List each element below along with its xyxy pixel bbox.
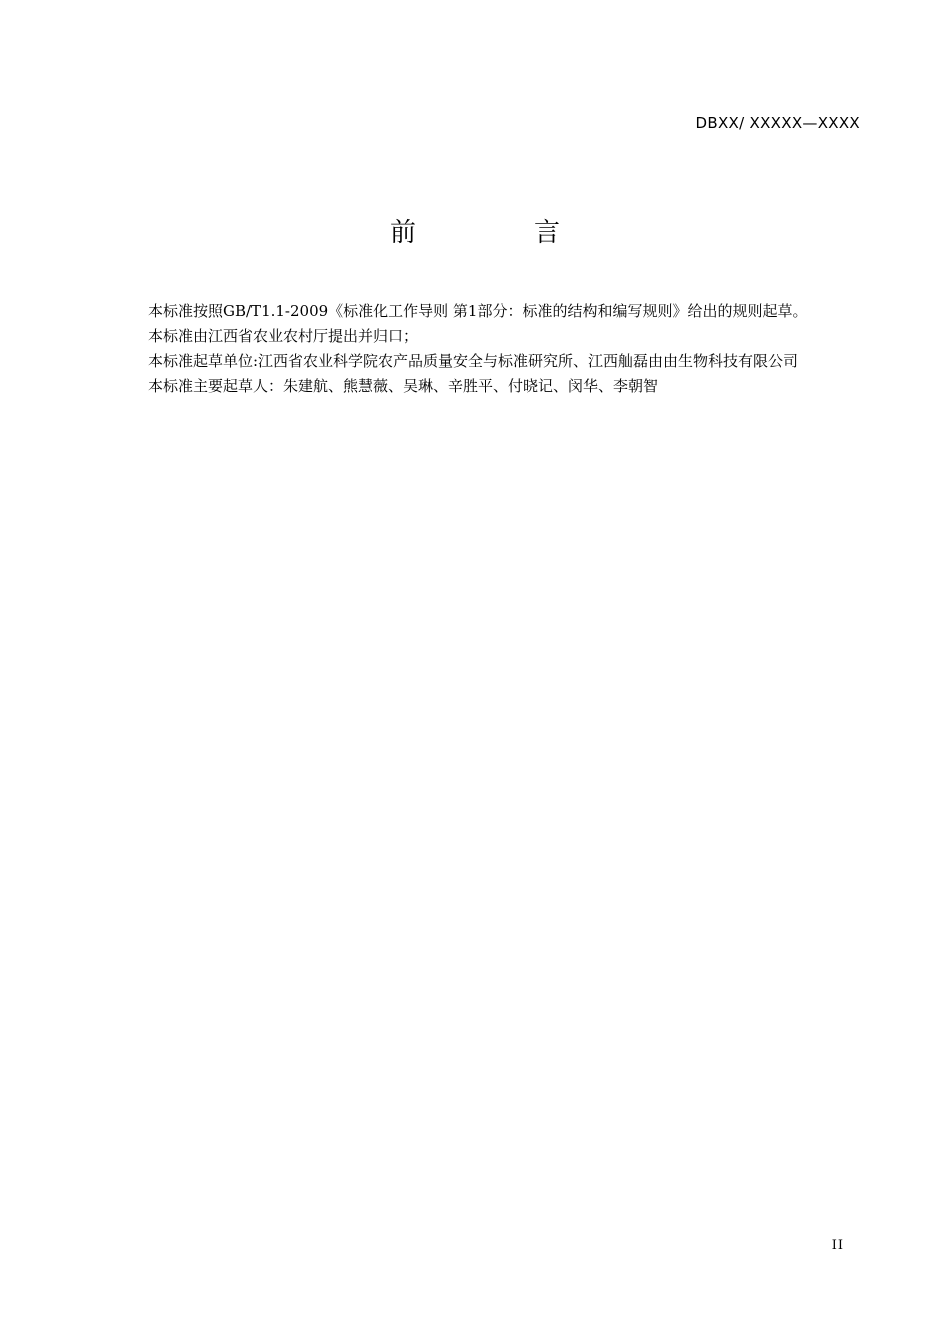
standard-code: DBXX/ XXXXX—XXXX <box>695 114 860 132</box>
page-number: II <box>831 1238 844 1253</box>
paragraph-drafting-units: 本标准起草单位:江西省农业科学院农产品质量安全与标准研究所、江西舢磊由由生物科技有限公司 <box>148 352 799 370</box>
paragraph-main-drafters: 本标准主要起草人：朱建航、熊慧薇、吴琳、辛胜平、付晓记、闵华、李朝智 <box>148 377 659 395</box>
paragraph-drafting-rules: 本标准按照GB/T1.1-2009《标准化工作导则 第1部分：标准的结构和编写规则》给出的规则起草。 <box>148 302 808 320</box>
foreword-body <box>114 299 862 399</box>
page-title: 前 言 <box>389 218 606 248</box>
paragraph-proposer: 本标准由江西省农业农村厅提出并归口； <box>148 327 419 345</box>
